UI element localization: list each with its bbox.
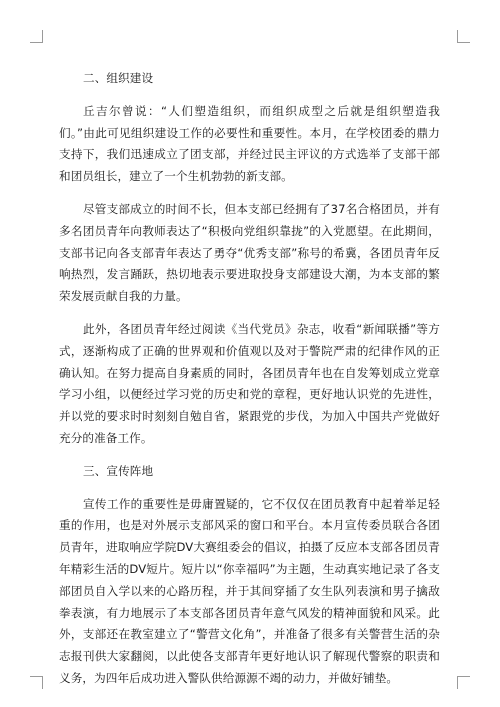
section-heading-publicity: 三、宣传阵地: [83, 463, 154, 478]
paragraph-churchill-quote: 丘吉尔曾说：“人们塑造组织，而组织成型之后就是组织塑造我们。”由此可见组织建设工作的必要性和重要性。本月，在学校团委的鼎力支持下，我们迅速成立了团支部，并经过民主评议的方式选举了支部干部和团员组长，建立了一个生机勃勃的新支部。: [59, 103, 440, 184]
crop-mark-bottom-left: [30, 676, 43, 689]
crop-mark-bottom-right: [457, 676, 470, 689]
paragraph-party-study: 此外，各团员青年经过阅读《当代党员》杂志，收看“新闻联播”等方式，逐渐构成了正确的世界观和价值观以及对于警院严肃的纪律作风的正确认知。在努力提高自身素质的同时，各团员青年也在自发筹划成立党章学习小组，以便经过学习党的历史和党的章程，更好地认识党的先进性，并以党的要求时时刻刻自勉自省，紧跟党的步伐，为加入中国共产党做好充分的准备工作。: [59, 321, 440, 445]
section-heading-organization: 二、组织建设: [83, 71, 154, 85]
paragraph-publicity-work: 宣传工作的重要性是毋庸置疑的，它不仅仅在团员教育中起着举足轻重的作用，也是对外展示支部风采的窗口和平台。本月宣传委员联合各团员青年，进取响应学院DV大赛组委会的倡议，拍摄了反应本支部各团员青年精彩生活的DV短片。短片以“你幸福吗”为主题，生动真实地记录了各支部团员自入学以来的心路历程，并于其间穿插了女生队列表演和男子擒敌拳表演，有力地展示了本支部各团员青年意气风发的精神面貌和风采。此外，支部还在教室建立了“警营文化角”，并准备了很多有关警营生活的杂志报刊供大家翻阅，以此使各支部青年更好地认识了解现代警察的职责和义务，为四年后成功进入警队供给源源不竭的动力，并做好铺垫。: [59, 496, 440, 685]
document-body: [59, 68, 440, 690]
crop-mark-top-left: [30, 30, 43, 43]
crop-mark-top-right: [457, 30, 470, 43]
paragraph-member-count: 尽管支部成立的时间不长，但本支部已经拥有了37名合格团员，并有多名团员青年向教师表达了“积极向党组织靠拢”的入党愿望。在此期间，支部书记向各支部青年表达了勇夺“优秀支部”称号的希冀，各团员青年反响热烈，发言踊跃，热切地表示要进取投身支部建设大潮，为本支部的繁荣发展贡献自我的力量。: [59, 201, 440, 304]
